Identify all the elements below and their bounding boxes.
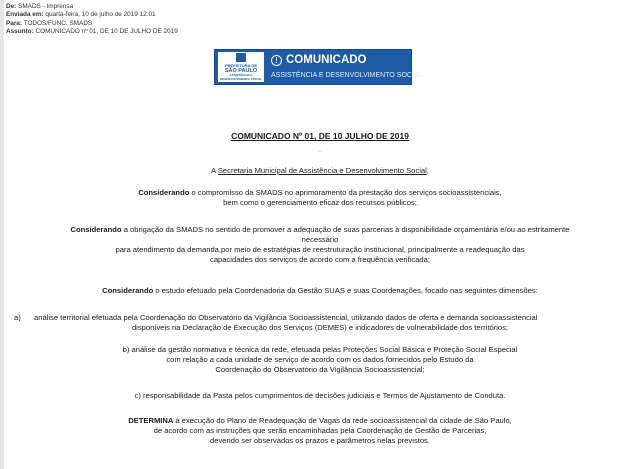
subject-value: COMUNICADO nº 01, DE 10 DE JULHO DE 2019 [35, 28, 178, 36]
p1-line1 [0, 188, 640, 198]
banner-title: COMUNICADO [286, 54, 367, 66]
logo-line-1: PREFEITURA DE [224, 63, 258, 68]
p2-line3: para atendimento da demanda,por meio de estratégias de reestruturação institucional, principalmente a readequação das [115, 245, 525, 254]
logo-line-3: ASSISTÊNCIA E [229, 73, 253, 77]
org-name: Secretaria Municipal de Assistência e Desenvolvimento Social [217, 166, 427, 175]
from-value: SMADS - Imprensa [18, 3, 74, 10]
item-a-line1: análise territorial efetuada pela Coordenação do Observatório da Vigilância Socioassistencial, utilizando dados de oferta e demanda socioassistencial [34, 313, 538, 322]
p1-text-1: o compromisso da SMADS no aprimoramento da prestação dos serviços socioassistenciais, [189, 188, 502, 197]
determina-line3: devendo ser observados os prazos e parâmetros nelas previstos. [210, 436, 430, 445]
city-emblem-icon [236, 53, 246, 62]
p2-text-1: a obrigação da SMADS no sentido de promover a adequação de suas parcerias à disponibilidade orçamentária e/ou ao estritamente [121, 225, 570, 234]
sent-label: Enviada em: [6, 11, 44, 19]
from-label: De: [6, 3, 17, 10]
subject-label: Assunto: [6, 28, 34, 36]
email-from-row [6, 3, 178, 11]
determina-line2: de acordo com as instruções que serão encaminhadas pela Coordenação de Gestão de Parcerias, [153, 426, 487, 435]
p2-line4: capacidades dos serviços de acordo com a frequência verificada; [210, 255, 430, 264]
p3-keyword: Considerando [102, 286, 154, 295]
item-a-line2: disponíveis na Declaração de Execução dos Serviços (DEMES) e indicadores de vulnerabilidade dos territórios; [131, 323, 509, 332]
determina-text-1: à execução do Plano de Readequação de Vagas da rede socioassistencial da cidade de São Paulo, [173, 416, 512, 425]
to-value: TODOS/FUNC. SMADS [23, 19, 93, 27]
p1-line2: bem como o gerenciamento eficaz dos recursos públicos; [223, 198, 417, 207]
banner-subtitle: ASSISTÊNCIA E DESENVOLVIMENTO SOCIAL [271, 72, 423, 79]
document-title: COMUNICADO Nº 01, DE 10 JULHO DE 2019 [231, 131, 409, 141]
email-sent-row [6, 11, 178, 19]
logo-line-4: DESENVOLVIMENTO SOCIAL [220, 76, 263, 81]
to-label: Para: [6, 19, 22, 27]
item-b-line1: b) análise da gestão normativa e técnica da rede, efetuada pelas Proteções Social Básica e Proteção Social Especial [122, 345, 518, 354]
org-suffix: , [426, 166, 429, 175]
p2-keyword: Considerando [70, 225, 122, 234]
p3-line1 [0, 286, 640, 296]
title-dot: . [319, 147, 321, 154]
sent-value: quarta-feira, 10 de julho de 2019 12:01 [45, 11, 156, 19]
item-a-marker: a) [14, 313, 21, 322]
org-prefix: A [211, 166, 216, 175]
logo-line-2: SÃO PAULO [224, 68, 258, 74]
exclamation-circle-icon: ! [271, 55, 282, 66]
item-b-line3: Coordenação do Observatório da Vigilância Socioassistencial; [215, 365, 425, 374]
prefeitura-logo [218, 52, 264, 82]
item-c-line1: c) responsabilidade da Pasta pelos cumprimentos de decisões judiciais e Termos de Ajustamento de Conduta. [134, 391, 506, 400]
p2-line1 [0, 225, 640, 235]
email-subject-row [6, 28, 178, 36]
item-b-line2: com relação a cada unidade de serviço de acordo com os dados fornecidos pelo Estudo da [166, 355, 474, 364]
determina-line1 [0, 416, 640, 426]
org-line [0, 166, 640, 176]
p2-line2: necessário [301, 235, 339, 244]
p1-keyword: Considerando [138, 188, 190, 197]
email-to-row [6, 20, 178, 28]
email-header [6, 3, 178, 37]
p3-text-1: o estudo efetuado pela Coordenadoria da Gestão SUAS e suas Coordenações, focado nas seguintes dimensões: [153, 286, 538, 295]
comunicado-banner [214, 49, 423, 85]
determina-keyword: DETERMINA [128, 416, 174, 425]
